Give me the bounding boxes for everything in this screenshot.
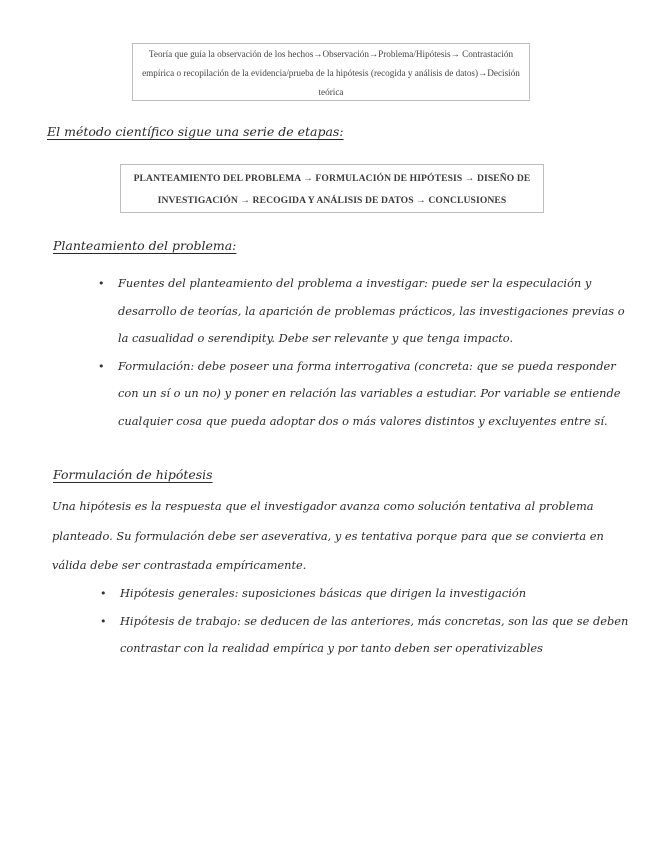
stages-box-text: PLANTEAMIENTO DEL PROBLEMA → FORMULACIÓN DE HIPÓTESIS → DISEÑO DE INVESTIGACIÓN → RECOGIDA Y ANÁLISIS DE DATOS → CONCLUSIONES [133, 173, 531, 206]
list-item [98, 270, 628, 353]
list-item [98, 353, 628, 436]
hypothesis-paragraph: Una hipótesis es la respuesta que el investigador avanza como solución tentativa al problema planteado. Su formulación debe ser aseverativa, y es tentativa porque para que se convierta en válida debe ser contrastada empíricamente. [52, 499, 604, 572]
section-heading-planteamiento: Planteamiento del problema: [53, 238, 237, 253]
bullet-icon: • [98, 277, 105, 290]
list-item-text: Hipótesis de trabajo: se deducen de las anteriores, más concretas, son las que se deben contrastar con la realidad empírica y por tanto deben ser operativizables [120, 613, 629, 655]
summary-box-text: Teoría que guía la observación de los hechos→Observación→Problema/Hipótesis→ Contrastación empírica o recopilación de la evidencia/prueba de la hipótesis (recogida y análisis de datos)→Decisión teórica [142, 49, 520, 97]
intro-heading: El método científico sigue una serie de etapas: [47, 124, 344, 139]
summary-box [132, 43, 530, 101]
bullet-icon: • [98, 359, 105, 373]
list-item-text: Formulación: debe poseer una forma interrogativa (concreta: que se pueda responder con un sí o un no) y poner en relación las variables a estudiar. Por variable se entiende cualquier cosa que pueda adoptar dos o más valores distintos y excluyentes entre sí. [118, 358, 621, 428]
list-item [100, 580, 640, 608]
section-heading-formulacion: Formulación de hipótesis [53, 467, 213, 482]
list-item-text: Hipótesis generales: suposiciones básicas que dirigen la investigación [120, 586, 527, 600]
list-item [100, 608, 640, 663]
bullet-icon: • [100, 587, 107, 600]
list-item-text: Fuentes del planteamiento del problema a investigar: puede ser la especulación y desarrollo de teorías, la aparición de problemas prácticos, las investigaciones previas o la casualidad o serendipity. Debe ser relevante y que tenga impacto. [118, 276, 625, 345]
bullet-icon: • [100, 614, 107, 628]
planteamiento-bullet-list [98, 270, 628, 435]
hypothesis-bullet-list [100, 580, 640, 663]
stages-box [120, 164, 544, 213]
